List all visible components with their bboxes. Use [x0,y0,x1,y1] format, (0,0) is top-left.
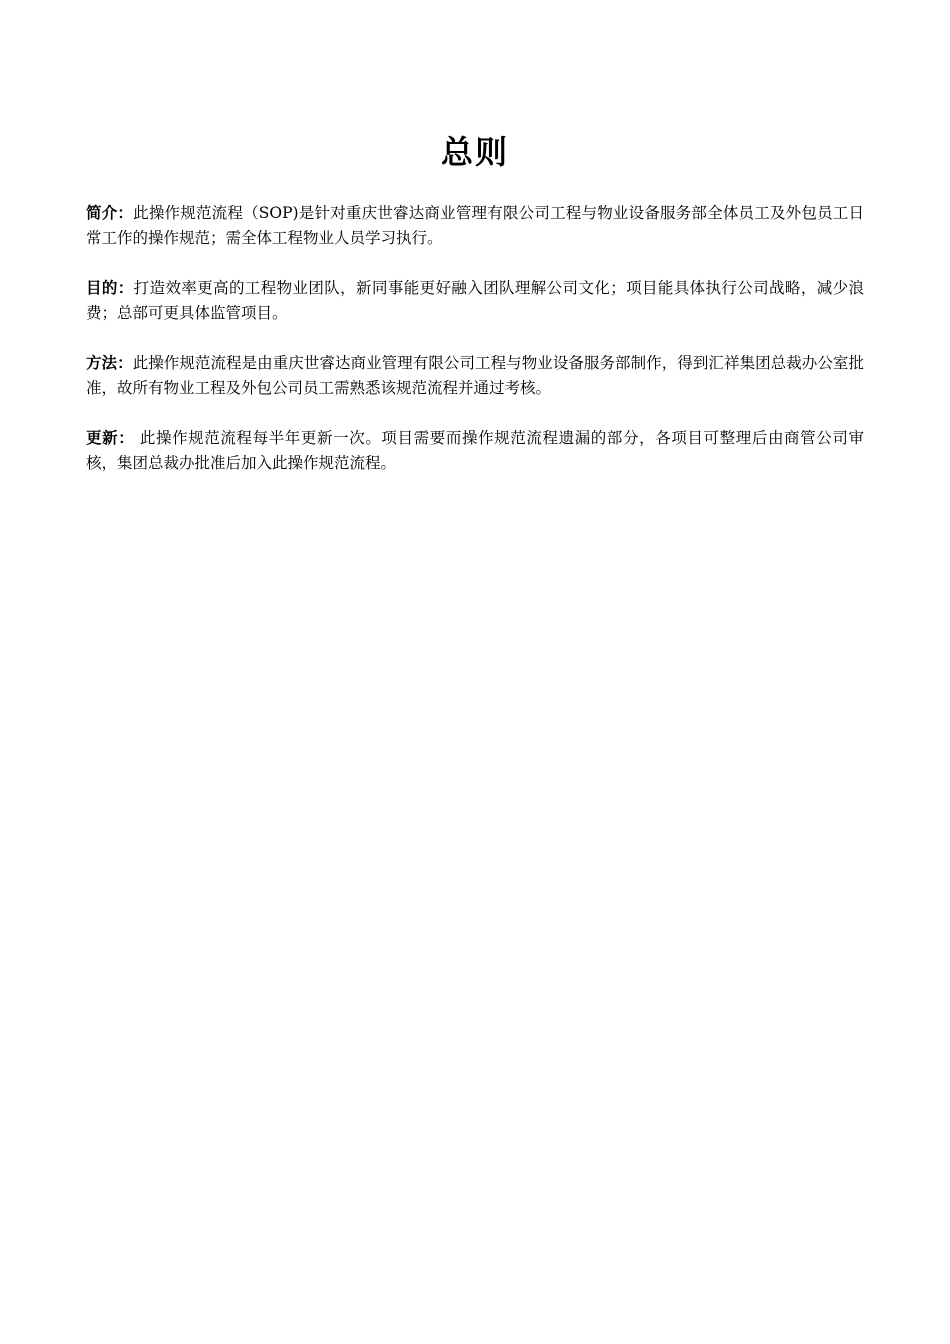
section-intro-label: 简介 [86,204,118,222]
section-intro-text: 此操作规范流程（SOP)是针对重庆世睿达商业管理有限公司工程与物业设备服务部全体员工及外包员工日常工作的操作规范；需全体工程物业人员学习执行。 [86,204,864,247]
section-purpose-colon: ： [117,279,134,297]
section-update [86,426,864,476]
section-method-label: 方法 [86,354,118,372]
document-body [86,201,864,501]
section-purpose-label: 目的 [86,279,118,297]
section-method-text: 此操作规范流程是由重庆世睿达商业管理有限公司工程与物业设备服务部制作，得到汇祥集团总裁办公室批准，故所有物业工程及外包公司员工需熟悉该规范流程并通过考核。 [86,354,864,397]
section-purpose [86,276,864,326]
section-update-text: 此操作规范流程每半年更新一次。项目需要而操作规范流程遗漏的部分，各项目可整理后由商管公司审核，集团总裁办批准后加入此操作规范流程。 [86,429,864,472]
section-purpose-text: 打造效率更高的工程物业团队，新同事能更好融入团队理解公司文化；项目能具体执行公司战略，减少浪费；总部可更具体监管项目。 [86,279,864,322]
section-method [86,351,864,401]
section-update-colon: ： [118,429,135,447]
section-intro-colon: ： [117,204,134,222]
document-title: 总则 [440,133,509,171]
section-intro [86,201,864,251]
section-method-colon: ： [117,354,133,372]
section-update-label: 更新 [86,429,119,447]
